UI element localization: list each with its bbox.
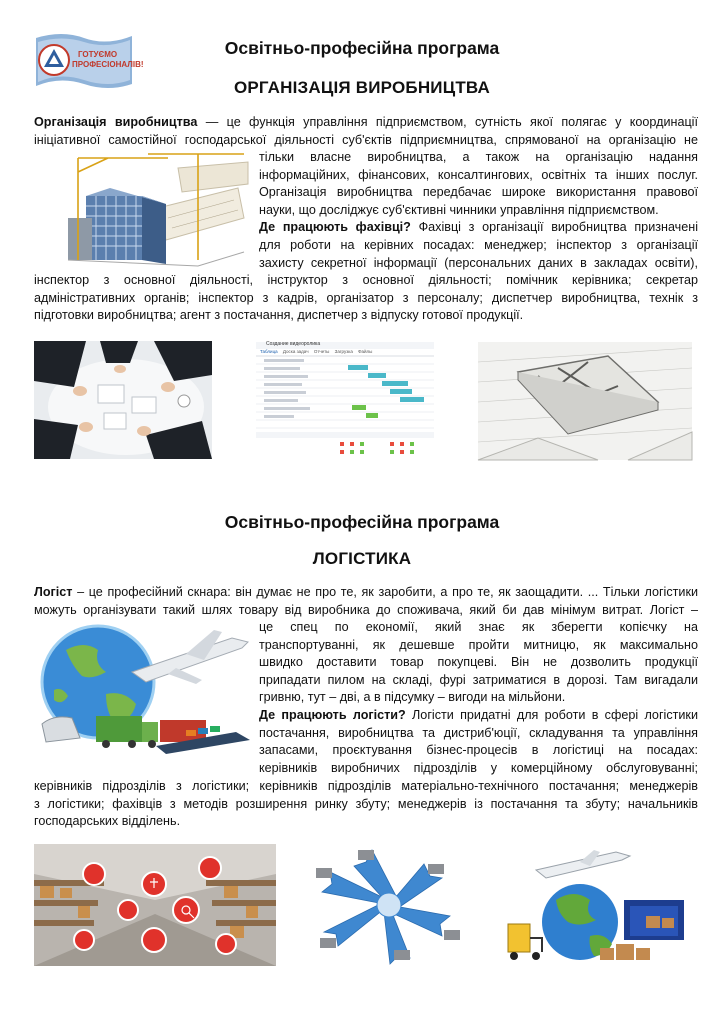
section2-title: ЛОГІСТИКА <box>312 549 412 568</box>
logo-line-2: ПРОФЕСІОНАЛІВ! <box>72 60 144 69</box>
gantt-tabs: Таблица Доска задач Отчеты Загрузка Файлы <box>260 349 373 354</box>
section2-paragraph: Логіст – це професійний скнара: він думає не про те, як заробити, а про те, як заощадити. ... Тільки логістики можуть організувати такий шлях товару від виробника до споживача, який би дав мінімум витрат. Логіст – <box>34 585 698 617</box>
section2-intro-term: Логіст <box>34 585 73 599</box>
business-meeting-image <box>34 341 212 459</box>
construction-image <box>48 148 248 270</box>
section1-paragraph: Організація виробництва — це функція управління підприємством, сутність якої полягає у координації ініціативної самостійної господарської діяльності суб'єктів підприємництва, спрямованої на організацію не <box>34 115 698 147</box>
section1-program-label: Освітньо-професійна програма <box>224 38 500 58</box>
gantt-title: Создание видеоролика <box>266 341 321 347</box>
section1-paragraph-full: інспектор з основної діяльності, інструктор з основної діяльності; помічник керівника; секретар адміністративних органів; інспектор з кадрів, організатор з персоналу; диспетчер виробництва, технік з підготовки виробництва; агент з постачання, диспетчер з відпуску готової продукції. <box>34 273 698 323</box>
floor-plan-blueprint-image <box>478 342 692 460</box>
logistics-globe-image <box>36 620 256 760</box>
section2-where-question: Де працюють логісти? <box>259 707 406 722</box>
section2-paragraph-full: керівників підрозділів з логістики; керівників підрозділів матеріально-технічного постачання; менеджерів з логістики; фахівців з методів розширення ринку збуту; менеджерів із постачання та збуту; начальників господарських відділень. <box>34 779 698 829</box>
section1-title: ОРГАНІЗАЦІЯ ВИРОБНИЦТВА <box>233 78 491 97</box>
section1-where-question: Де працюють фахівці? <box>259 220 411 235</box>
globe-logistics-image <box>496 848 696 966</box>
warehouse-icons-image <box>34 844 276 966</box>
section2-program-label: Освітньо-професійна програма <box>224 512 500 532</box>
logo-line-1: ГОТУЄМО <box>78 50 118 59</box>
section1-intro-term: Організація виробництва <box>34 115 198 129</box>
section2-paragraph-wrap: це спец по економії, який знає як зберегти копієчку на транспортуванні, як дешевше пройти митницю, як максимально швидко доставити товар покупцеві. Він не дозволить продукції припадати пилом на складі, фурі затриматися в дорозі. Там вигадали гривню, тут – дві, а в підсумку – вигоди на мільйони. Де працюють логісти? Логісти придатні для роботи в сфері логістики постачання, виробництва та дистриб'юції, складування та управління запасами, проєктування бізнес-процесів в логістиці на посадах: керівників виробничих підрозділів у комерційному обслуговуванні; <box>259 620 698 775</box>
section1-paragraph-wrap: тільки власне виробництва, а також на організацію надання інформаційних, фінансових, консалтингових, освітніх та інших послуг. Організація виробництва передбачає широке використання правової науки, що досліджує суб'єктивні чинники управління підприємством. Де працюють фахівці? Фахівці з організації виробництва призначені для роботи на керівних посадах: менеджер; інспектор з організації захисту секретної інформації (персональних даних в закладах освіти), <box>259 150 699 270</box>
distribution-arrows-image <box>314 846 464 964</box>
gantt-screenshot-image <box>256 342 434 458</box>
